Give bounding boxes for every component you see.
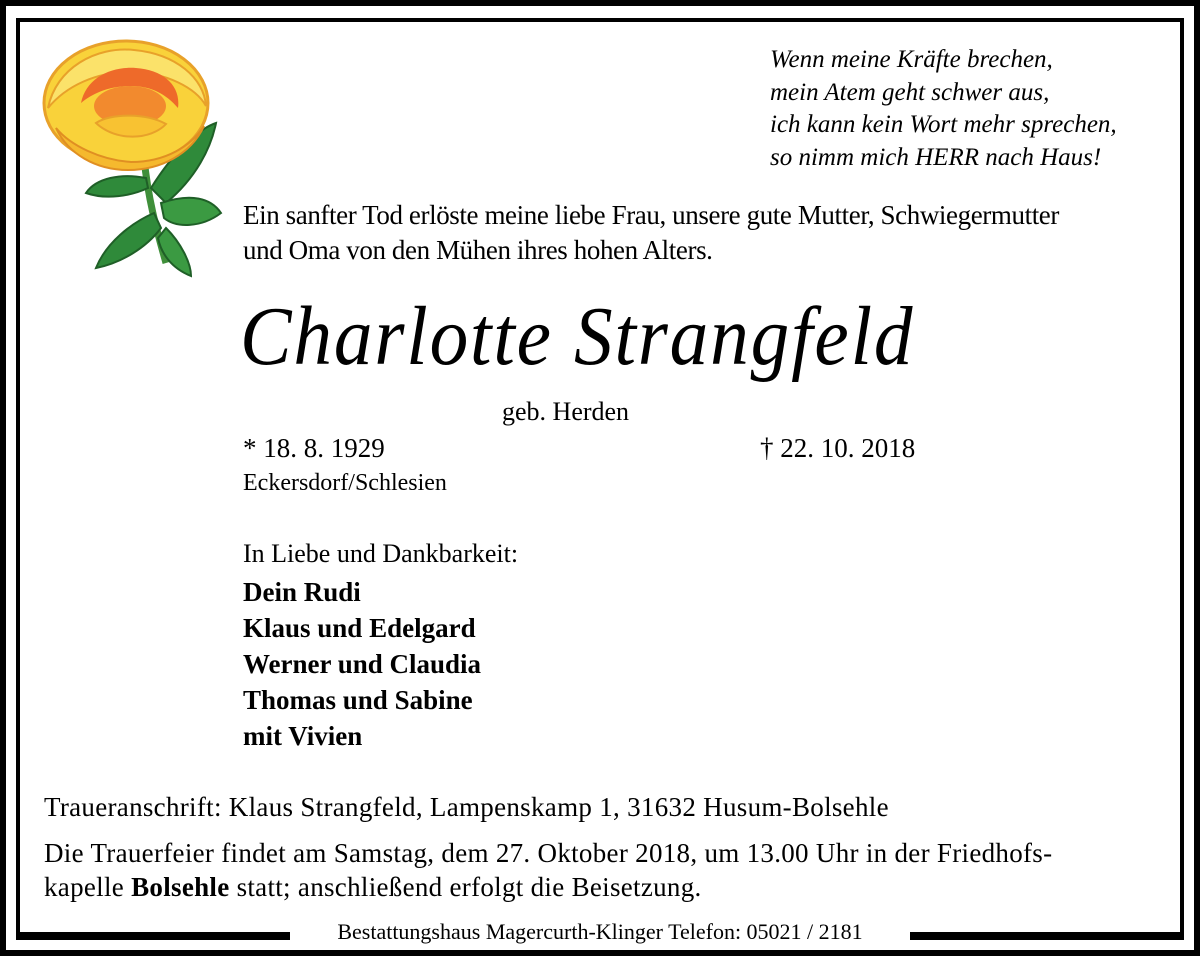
mourners-heading: In Liebe und Dankbarkeit: <box>243 539 519 568</box>
service-line-1: Die Trauerfeier findet am Samstag, dem 27. Oktober 2018, um 13.00 Uhr in der Friedhofs- <box>44 838 1053 868</box>
mourners-list <box>243 574 481 754</box>
service-line-2 <box>44 870 1164 904</box>
service-info <box>44 836 1164 904</box>
footer-rule-right <box>908 932 1184 936</box>
birthplace: Eckersdorf/Schlesien <box>243 470 447 496</box>
death-date: † 22. 10. 2018 <box>760 433 916 463</box>
mourning-address: Traueranschrift: Klaus Strangfeld, Lampenskamp 1, 31632 Husum-Bolsehle <box>44 792 889 822</box>
intro-line-1: Ein sanfter Tod erlöste meine liebe Frau, unsere gute Mutter, Schwiegermutter <box>243 200 1059 230</box>
service-line-2-end: statt; anschließend erfolgt die Beisetzung. <box>229 872 702 902</box>
maiden-name: geb. Herden <box>502 397 630 426</box>
poem-line: so nimm mich HERR nach Haus! <box>770 143 1102 171</box>
mourner-name: Werner und Claudia <box>243 649 482 679</box>
service-place: Bolsehle <box>131 872 230 902</box>
deceased-name: Charlotte Strangfeld <box>240 290 915 383</box>
intro-line-2: und Oma von den Mühen ihres hohen Alters. <box>243 235 713 265</box>
funeral-home-contact: Bestattungshaus Magercurth-Klinger Telefon: 05021 / 2181 <box>290 918 910 946</box>
intro-text <box>243 198 1173 268</box>
poem-line: Wenn meine Kräfte brechen, <box>770 46 1053 73</box>
mourner-name: mit Vivien <box>243 721 363 751</box>
mourner-name: Klaus und Edelgard <box>243 613 476 643</box>
footer <box>0 918 1200 946</box>
footer-rule-left <box>16 932 292 936</box>
yellow-rose-icon <box>26 28 242 278</box>
mourner-name: Thomas und Sabine <box>243 685 473 715</box>
mourner-name: Dein Rudi <box>243 577 361 607</box>
birth-date: * 18. 8. 1929 <box>243 433 385 463</box>
poem-line: mein Atem geht schwer aus, <box>770 78 1050 106</box>
service-line-2-start: kapelle <box>44 872 132 902</box>
poem <box>770 44 1117 174</box>
poem-line: ich kann kein Wort mehr sprechen, <box>770 111 1117 138</box>
